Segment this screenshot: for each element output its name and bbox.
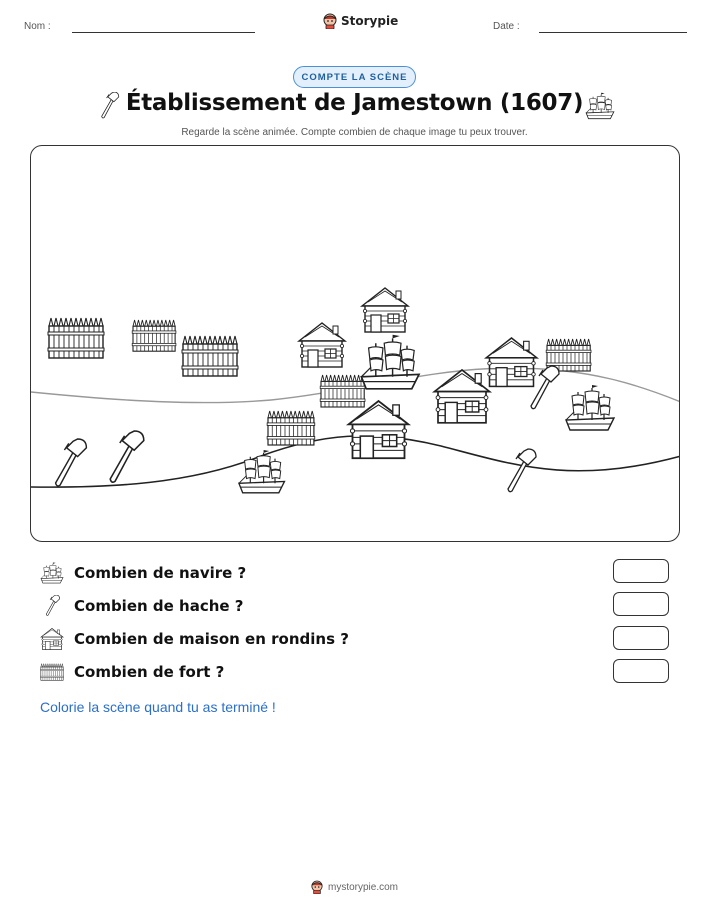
fort-4 [320,375,365,407]
ship-1 [361,335,419,389]
axe-2 [110,431,144,482]
question-log-cabin [40,627,349,651]
storypie-logo-icon [323,13,337,29]
fort-icon [40,661,64,683]
log-cabin-4 [434,370,489,423]
axe-4 [508,449,536,492]
fort-2 [132,320,176,351]
axe-icon [40,595,64,617]
storypie-logo-icon [311,880,323,894]
question-text: Combien de maison en rondins ? [74,630,349,648]
name-label: Nom : [24,21,51,32]
fort-3 [182,336,238,376]
instructions: Regarde la scène animée. Compte combien de chaque image tu peux trouver. [181,127,528,138]
question-text: Combien de navire ? [74,564,247,582]
log-cabin-5 [349,401,409,458]
axe-3 [531,366,559,409]
scene-illustration [31,146,680,542]
fort-1 [48,318,104,358]
page-title: Établissement de Jamestown (1607) [125,90,584,116]
ship-3 [239,450,285,493]
answer-box-fort[interactable] [613,659,669,683]
brand [323,13,398,29]
question-text: Combien de fort ? [74,663,225,681]
ship-icon [40,562,64,584]
axe-1 [56,439,87,486]
counting-scene [30,145,680,542]
log-cabin-1 [362,288,408,332]
date-line[interactable] [539,32,687,33]
activity-badge: COMPTE LA SCÈNE [293,66,416,88]
log-cabin-2 [299,323,345,367]
log-cabin-3 [486,338,537,386]
ship-icon [585,92,615,120]
answer-box-log-cabin[interactable] [613,626,669,650]
brand-name: Storypie [341,14,399,28]
question-ship [40,561,246,585]
fort-5 [267,411,315,445]
ship-2 [566,385,614,430]
color-instruction: Colorie la scène quand tu as terminé ! [40,699,276,715]
answer-box-ship[interactable] [613,559,669,583]
footer [0,880,709,894]
question-axe [40,594,244,618]
question-fort [40,660,224,684]
name-line[interactable] [72,32,255,33]
question-text: Combien de hache ? [74,597,244,615]
date-label: Date : [493,21,520,32]
answer-box-axe[interactable] [613,592,669,616]
footer-link[interactable]: mystorypie.com [327,881,398,893]
log-cabin-icon [40,628,64,650]
